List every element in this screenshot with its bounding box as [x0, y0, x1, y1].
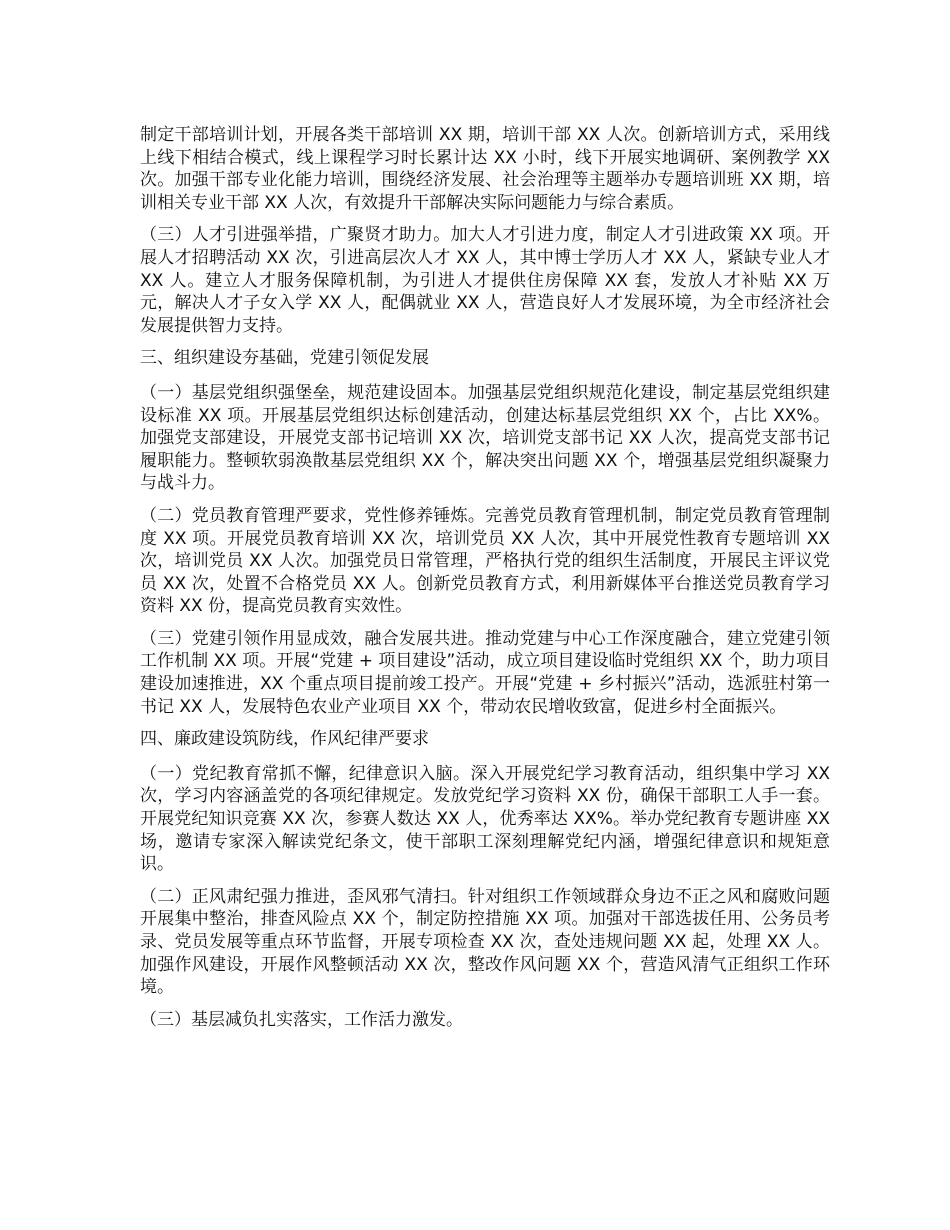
section-heading-organization-building: 三、组织建设夯基础，党建引领促发展 — [140, 348, 429, 369]
paragraph-grassroots-burden-reduction: （三）基层减负扎实落实，工作活力激发。 — [140, 1009, 463, 1030]
section-heading-integrity-building: 四、廉政建设筑防线，作风纪律严要求 — [140, 729, 429, 750]
paragraph-talent-introduction: （三）人才引进强举措，广聚贤才助力。加大人才引进力度，制定人才引进政策 XX 项。开展人才招聘活动 XX 次，引进高层次人才 XX 人，其中博士学历人才 XX 人，紧缺专业人才 XX 人。建立人才服务保障机制，为引进人才提供住房保障 XX 套，发放人才补贴 XX 万元，解决人才子女入学 XX 人，配偶就业 XX 人，营造良好人才发展环境，为全市经济社会发展提供智力支持。 — [140, 225, 830, 336]
paragraph-conduct-rectification: （二）正风肃纪强力推进，歪风邪气清扫。针对组织工作领域群众身边不正之风和腐败问题开展集中整治，排查风险点 XX 个，制定防控措施 XX 项。加强对干部选拔任用、公务员考录、党员发展等重点环节监督，开展专项检查 XX 次，查处违规问题 XX 起，处理 XX 人。加强作风建设，开展作风整顿活动 XX 次，整改作风问题 XX 个，营造风清气正组织工作环境。 — [140, 886, 830, 998]
paragraph-party-member-education: （二）党员教育管理严要求，党性修养锤炼。完善党员教育管理机制，制定党员教育管理制度 XX 项。开展党员教育培训 XX 次，培训党员 XX 人次，其中开展党性教育专题培训 XX 次，培训党员 XX 人次。加强党员日常管理，严格执行党的组织生活制度，开展民主评议党员 XX 次，处置不合格党员 XX 人。创新党员教育方式，利用新媒体平台推送党员教育学习资料 XX 份，提高党员教育实效性。 — [140, 505, 830, 617]
document-body — [140, 124, 830, 1041]
paragraph-cadre-training: 制定干部培训计划，开展各类干部培训 XX 期，培训干部 XX 人次。创新培训方式，采用线上线下相结合模式，线上课程学习时长累计达 XX 小时，线下开展实地调研、案例教学 XX 次。加强干部专业化能力培训，围绕经济发展、社会治理等主题举办专题培训班 XX 期，培训相关专业干部 XX 人次，有效提升干部解决实际问题能力与综合素质。 — [140, 125, 830, 213]
paragraph-party-building-leadership: （三）党建引领作用显成效，融合发展共进。推动党建与中心工作深度融合，建立党建引领工作机制 XX 项。开展“党建 + 项目建设”活动，成立项目建设临时党组织 XX 个，助力项目建设加速推进，XX 个重点项目提前竣工投产。开展“党建 + 乡村振兴”活动，选派驻村第一书记 XX 人，发展特色农业产业项目 XX 个，带动农民增收致富，促进乡村全面振兴。 — [140, 628, 830, 717]
paragraph-discipline-education: （一）党纪教育常抓不懈，纪律意识入脑。深入开展党纪学习教育活动，组织集中学习 XX 次，学习内容涵盖党的各项纪律规定。发放党纪学习资料 XX 份，确保干部职工人手一套。开展党纪知识竞赛 XX 次，参赛人数达 XX 人，优秀率达 XX%。举办党纪教育专题讲座 XX 场，邀请专家深入解读党纪条文，使干部职工深刻理解党纪内涵，增强纪律意识和规矩意识。 — [140, 763, 830, 875]
paragraph-grassroots-party-organization: （一）基层党组织强堡垒，规范建设固本。加强基层党组织规范化建设，制定基层党组织建设标准 XX 项。开展基层党组织达标创建活动，创建达标基层党组织 XX 个，占比 XX%。加强党支部建设，开展党支部书记培训 XX 次，培训党支部书记 XX 人次，提高党支部书记履职能力。整顿软弱涣散基层党组织 XX 个，解决突出问题 XX 个，增强基层党组织凝聚力与战斗力。 — [140, 382, 830, 494]
